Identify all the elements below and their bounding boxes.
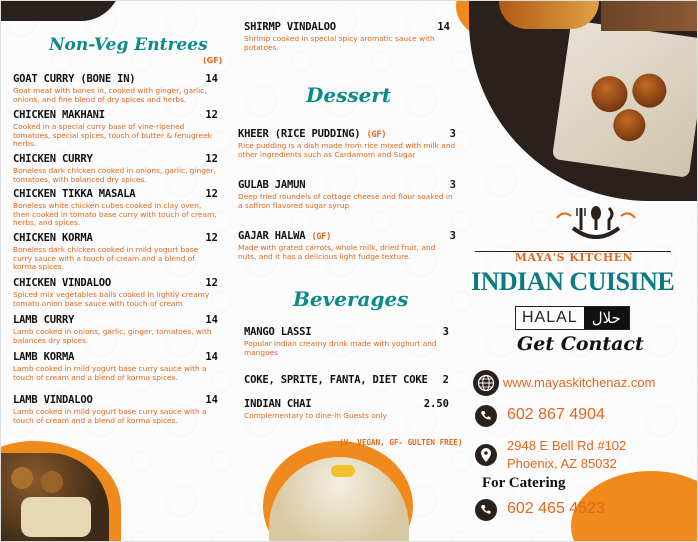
item-name (238, 179, 456, 191)
item-description: Lamb cooked in mild yogurt base curry sauce with a touch of cream and a blend of korma spices. (13, 364, 207, 382)
menu-item (13, 109, 218, 149)
menu-item (244, 21, 450, 52)
catering-label: For Catering (482, 475, 566, 491)
item-price: 3 (449, 128, 456, 140)
item-name-text: KHEER (RICE PUDDING) (238, 128, 361, 140)
item-name-text: CHICKEN TIKKA MASALA (13, 188, 136, 200)
item-name (238, 230, 456, 242)
halal-badge (515, 306, 630, 330)
item-name (244, 374, 449, 386)
menu-item (244, 398, 449, 421)
item-description: Lamb cooked in mild yogurt base curry sauce with a touch of cream and a blend of korma spices. (13, 407, 207, 425)
item-description: Made with grated carrots, whole milk, dried fruit, and nuts, and it has a delicious light fudge texture. (238, 243, 436, 261)
item-name-text: LAMB VINDALOO (13, 394, 93, 406)
brand-name: MAYA'S KITCHEN (514, 251, 634, 264)
item-price: 14 (205, 314, 218, 326)
item-price: 3 (442, 326, 449, 338)
item-price: 3 (449, 230, 456, 242)
halal-arabic-label: حلال (584, 307, 629, 329)
menu-item (13, 394, 218, 425)
item-description: Boneless dark chicken cooked in onions, garlic, ginger, tomatoes, with balanced dry spices. (13, 166, 216, 184)
curry-bowl-photo (499, 1, 599, 29)
item-name (13, 109, 218, 121)
cuisine-heading: INDIAN CUISINE (471, 267, 675, 296)
phone-number[interactable]: 602 867 4904 (507, 406, 605, 423)
item-description: Cooked in a special curry base of vine-ripened tomatoes, special spices, touch of butter & fenugreek herbs. (13, 122, 212, 149)
fork-spoon-logo-icon (551, 204, 641, 246)
website-link[interactable]: www.mayaskitchenaz.com (503, 375, 656, 390)
menu-item (244, 326, 449, 357)
item-name (13, 394, 218, 406)
menu-item (244, 374, 449, 386)
item-name (244, 326, 449, 338)
item-description: Goat meat with bones in, cooked with ginger, garlic, onions, and fine blend of dry spices and herbs. (13, 86, 207, 104)
dessert-title: Dessert (306, 83, 392, 107)
item-name-text: CHICKEN KORMA (13, 232, 93, 244)
item-price: 12 (205, 232, 218, 244)
item-price: 14 (205, 73, 218, 85)
item-name-text: GULAB JAMUN (238, 179, 306, 191)
menu-item (13, 188, 218, 228)
item-description: Popular indian creamy drink made with yoghurt and mangoes (244, 339, 437, 357)
item-name-text: GOAT CURRY (BONE IN) (13, 73, 136, 85)
menu-item (13, 277, 218, 308)
item-name (13, 232, 218, 244)
item-name (13, 153, 218, 165)
item-price: 2.50 (423, 398, 449, 410)
item-price: 14 (205, 394, 218, 406)
item-name-text: GAJAR HALWA (238, 230, 306, 242)
menu-item (238, 179, 456, 210)
item-name (238, 128, 456, 140)
item-name (13, 314, 218, 326)
item-name-text: LAMB CURRY (13, 314, 75, 326)
menu-item (238, 230, 456, 261)
item-name (13, 351, 218, 363)
item-price: 12 (205, 153, 218, 165)
item-name (13, 188, 218, 200)
item-price: 12 (205, 109, 218, 121)
item-name (13, 277, 218, 289)
item-name-text: COKE, SPRITE, FANTA, DIET COKE (244, 374, 428, 386)
item-description: Complementary to dine-in Guests only (244, 411, 387, 420)
non-veg-entrees-title: Non-Veg Entrees (49, 35, 208, 55)
menu-item (13, 314, 218, 345)
gf-tag: (GF) (366, 130, 387, 140)
location-pin-icon (475, 444, 497, 466)
gulab-jamun-photo (552, 20, 698, 178)
phone-icon (475, 499, 497, 521)
item-name-text: CHICKEN VINDALOO (13, 277, 111, 289)
item-description: Boneless dark chicken cooked in mild yogurt base curry sauce with a touch of cream and a blend of korma spices. (13, 245, 199, 272)
item-description: Spiced mix vegetables balls cooked in lightly creamy tomato onion base sauce with touch of cream (13, 290, 210, 308)
item-name-text: MANGO LASSI (244, 326, 312, 338)
catering-phone-number[interactable]: 602 465 4523 (507, 500, 605, 517)
menu-item (13, 232, 218, 272)
item-price: 2 (442, 374, 449, 386)
get-contact-heading: Get Contact (517, 333, 644, 355)
item-description: Rice pudding is a dish made from rice mixed with milk and other ingredients such as Cardamom and Sugar (238, 141, 456, 159)
address-line-1: 2948 E Bell Rd #102 (507, 438, 627, 453)
item-name-text: CHICKEN MAKHANI (13, 109, 105, 121)
item-price: 3 (449, 179, 456, 191)
menu-item (13, 73, 218, 104)
item-name (13, 73, 218, 85)
item-description: Shrimp cooked in special spicy aromatic sauce with potatoes. (244, 34, 435, 52)
entrees-gf-tag: (GF) (203, 56, 223, 65)
item-name: SHIRMP VINDALOO (244, 21, 336, 33)
item-name-text: CHICKEN CURRY (13, 153, 93, 165)
item-name-text: LAMB KORMA (13, 351, 75, 363)
globe-icon (473, 370, 499, 396)
item-price: 14 (437, 21, 450, 33)
item-description: Deep fried roundels of cottage cheese and flour soaked in a saffron flavored sugar syrup (238, 192, 453, 210)
phone-icon (475, 405, 497, 427)
legend-note: (V- VEGAN, GF- GULTEN FREE) (339, 438, 463, 447)
item-description: Lamb cooked in onions, garlic, ginger, tomatoes, with balances dry spices. (13, 327, 212, 345)
wood-table-photo (601, 1, 698, 31)
halal-label: HALAL (522, 309, 578, 326)
item-name (244, 398, 449, 410)
item-price: 12 (205, 277, 218, 289)
item-name-text: INDIAN CHAI (244, 398, 312, 410)
item-price: 12 (205, 188, 218, 200)
beverages-title: Beverages (293, 287, 409, 311)
menu-item (238, 128, 456, 159)
item-price: 14 (205, 351, 218, 363)
item-description: Boneless white chicken cubes cooked in clay oven, then cooked in tomato base curry with touch of cream, herbs, and spices. (13, 201, 217, 228)
gf-tag: (GF) (311, 232, 332, 242)
menu-item (13, 351, 218, 382)
menu-item (13, 153, 218, 184)
address-line-2: Phoenix, AZ 85032 (507, 456, 617, 471)
